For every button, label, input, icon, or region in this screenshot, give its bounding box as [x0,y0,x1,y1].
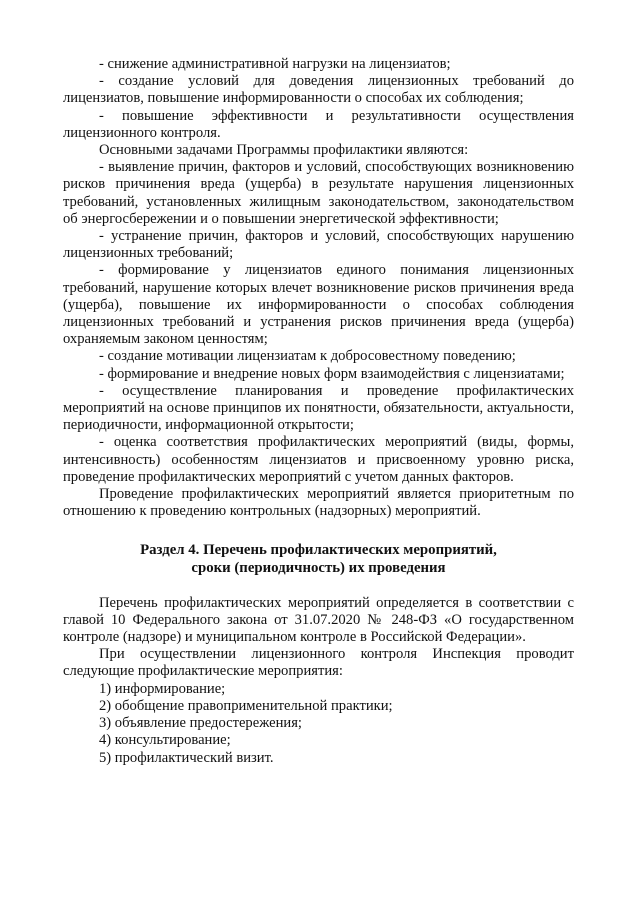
section-4-heading [63,542,574,577]
task-item-2: - устранение причин, факторов и условий, способствующих нарушению лицензионных требований; [63,228,574,262]
measure-item-2: 2) обобщение правоприменительной практики; [99,697,393,714]
priority-paragraph: Проведение профилактических мероприятий является приоритетным по отношению к проведению контрольных (надзорных) мероприятий. [63,486,574,520]
measures-lead: При осуществлении лицензионного контроля Инспекция проводит следующие профилактические мероприятия: [63,646,574,680]
tasks-lead: Основными задачами Программы профилактики являются: [99,142,469,159]
spacer [63,578,574,595]
task-item-1: - выявление причин, факторов и условий, способствующих возникновению рисков причинения вреда (ущерба) в результате нарушения лицензионных требований, установленных жилищным законодательством, законодательством об энергосбережении и о повышении энергетической эффективности; [63,159,574,227]
intro-item-3: - повышение эффективности и результативности осуществления лицензионного контроля. [63,107,574,141]
task-item-5: - формирование и внедрение новых форм взаимодействия с лицензиатами; [99,365,565,382]
intro-item-2: - создание условий для доведения лицензионных требований до лицензиатов, повышение информированности о способах их соблюдения; [63,73,574,107]
task-item-6: - осуществление планирования и проведение профилактических мероприятий на основе принципов их понятности, обязательности, актуальности, периодичности, информационной открытости; [63,382,574,434]
measure-item-3: 3) объявление предостережения; [99,715,302,732]
task-item-4: - создание мотивации лицензиатам к добросовестному поведению; [99,348,516,365]
measure-item-4: 4) консультирование; [99,732,231,749]
document-page [63,56,574,767]
intro-item-1: - снижение административной нагрузки на лицензиатов; [99,56,451,72]
task-item-7: - оценка соответствия профилактических мероприятий (виды, формы, интенсивность) особенностям лицензиатов и присвоенному уровню риска, проведение профилактических мероприятий с учетом данных факторов. [63,434,574,485]
measure-item-1: 1) информирование; [99,680,226,697]
section-4-title-line-1: Раздел 4. Перечень профилактических мероприятий, [140,542,497,559]
list-paragraph: Перечень профилактических мероприятий определяется в соответствии с главой 10 Федерального закона от 31.07.2020 № 248-ФЗ «О государственном контроле (надзоре) и муниципальном контроле в Российской Федерации». [63,594,574,646]
section-4-title-line-2: сроки (периодичность) их проведения [191,560,446,577]
task-item-3: - формирование у лицензиатов единого понимания лицензионных требований, нарушение которых влечет возникновение рисков причинения вреда (ущерба), повышение их информированности о способах соблюдения лицензионных требований и устранения рисков причинения вреда (ущерба) охраняемым законом ценностям; [63,262,574,348]
measure-item-5: 5) профилактический визит. [99,749,274,766]
